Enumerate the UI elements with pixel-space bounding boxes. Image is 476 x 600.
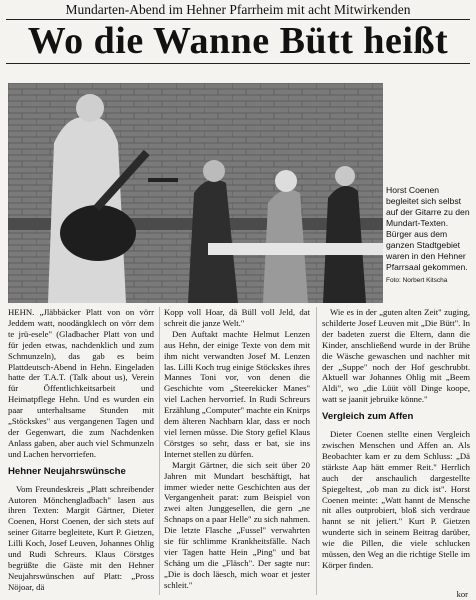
photo-credit: Foto: Norbert Kitscha <box>386 277 448 284</box>
guitarist-head <box>76 94 104 122</box>
paragraph: Kopp voll Hoar, dä Büll voll Jeld, dat schreit die janze Welt." <box>164 307 310 328</box>
column-divider <box>316 307 317 595</box>
column-1 <box>8 307 154 597</box>
paragraph: Margit Gärtner, die sich seit über 20 Jahren mit Mundart beschäftigt, hat immer wieder nette Geschichten aus der Vergangenheit parat: zum Beispiel von zwei alten Junggesellen, die gern „ne Schnaps on a paar Helle" zu sich nahmen. Die letzte Flasche „Fussel" verwahrten sie für schlimme Krankheitsfälle. Nach vier Tagen hatte Hein „Ping" und bat Schäng um die „Fläsch". Der sagte nur: „Die is doch läesch, mich woar et jester schleit." <box>164 459 310 590</box>
paragraph: Wie es in der „guten alten Zeit" zuging, schilderte Josef Leuven mit „Die Bütt". In der badeten zuerst die Eltern, dann die Kinder, anschließend wurde in der Brühe die Wäsche gewaschen und nachher mit der „Suppe" noch der Hof geschrubbt. Aktuell war Johannes Ohlig mit „Beem Aldi", wo „die Lüüt völl Dinge koope, watt se jaanit jebruike könne." <box>322 307 470 405</box>
column-3 <box>322 307 470 597</box>
photo-caption <box>386 185 472 286</box>
column-divider <box>159 307 160 595</box>
rule-bottom <box>6 63 470 64</box>
paragraph: Dieter Coenen stellte einen Vergleich zwischen Menschen und Affen an. Als Beobachter kam er zu dem Schluss: „Dä stärkste Aap hätt emmer Reit." Herrlich auch der anschaulich dargestellte Spiegeltest, „ob man zu dick ist". Horst Coenen meinte: „Watt hannt de Mensche nit alles outprobiert, bloß sich verdraue hannt se nit jeliert." Kurt P. Gietzen wunderte sich in seinem Beitrag darüber, wie die Pillen, die viele schlucken müssen, den Weg an die richtige Stelle im Körper finden. <box>322 429 470 570</box>
continuation-fragment: kor <box>456 589 468 599</box>
music-stand <box>148 178 178 182</box>
column-2 <box>164 307 310 597</box>
seated-man-2-head <box>275 170 297 192</box>
guitar-body <box>60 205 136 261</box>
table <box>208 243 383 255</box>
paragraph: Den Auftakt machte Helmut Lenzen aus Hehn, der einige Texte von dem mit ihm nicht verwandten Josef M. Lenzen las. Lilli Koch trug einige Stöckskes ihres Mannes Toni vor, von denen die Geschichte vom „Steerekicker Manes" viel Lachen hervorrief. In Rudi Schreurs Erzählung „Computer" machte ein Knirps dem älteren Nachbarn klar, dass er noch viel lernen müsse. Die Story gefiel Klaus Cörstges so sehr, dass er bat, sie ins Internet stellen zu dürfen. <box>164 328 310 459</box>
paragraph: HEHN. „Jläbbäcker Platt von on vörr Jeddem watt, noodängklech on vörr dem te jrü-esele" (Gladbacher Platt von und für jeden etwas, nachdenklich und zum Schmunzeln), das gab es beim Plattdeutsch-Abend in Hehn. Eingeladen hatte der T.A.T. (Talk about us), Verein für Öffentlichkeitsarbeit und Heimatpflege Hehn. Und es wurden ein paar unterhaltsame Stunden mit „Stöckskes" aus vergangenen Tagen und der Gegenwart, die zum Nachdenken Anlass gaben, aber auch viel Schmunzeln und Lachen hervorriefen. <box>8 307 154 459</box>
article-kicker: Mundarten-Abend im Hehner Pfarrheim mit acht Mitwirkenden <box>65 2 411 17</box>
article-headline: Wo die Wanne Bütt heißt <box>27 20 449 62</box>
seated-man-3-head <box>335 166 355 186</box>
seated-man-1-head <box>203 160 225 182</box>
subheading: Hehner Neujahrswünsche <box>8 465 126 477</box>
paragraph: Vom Freundeskreis „Platt schreibender Autoren Mönchengladbach" lasen aus ihren Texten: Margit Gärtner, Dieter Coenen, Horst Coenen, der sich stets auf seiner Gitarre begleitete, Kurt P. Gietzen, Lilli Koch, Josef Leuven, Johannes Ohlig und Rudi Schreurs. Klaus Cörstges begrüßte die Gäste mit den Hehner Neujahrswünschen auf Platt: „Pross Nöjoar, dä <box>8 483 154 592</box>
caption-text: Horst Coenen begleitet sich selbst auf der Gitarre zu den Mundart-Texten. Bürger aus dem ganzen Stadtgebiet waren in den Hehner Pfarrsaal gekommen. <box>386 185 470 272</box>
article-photo <box>8 83 383 303</box>
subheading: Vergleich zum Affen <box>322 411 414 423</box>
photo-illustration <box>8 83 383 303</box>
